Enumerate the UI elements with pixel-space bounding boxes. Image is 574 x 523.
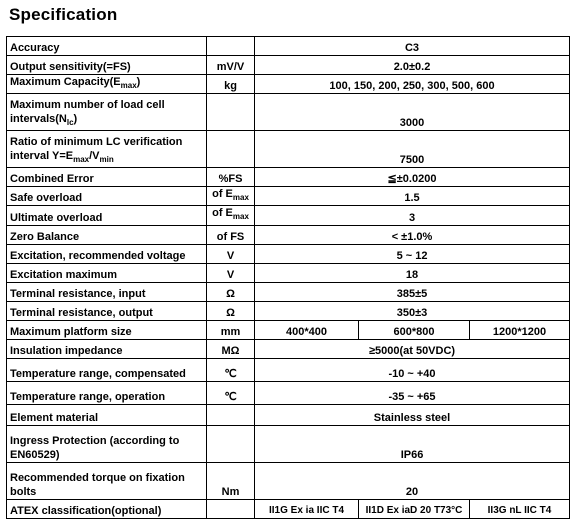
table-row-element-material — [7, 404, 570, 425]
value-cell: -10 ~ +40 — [255, 358, 570, 381]
table-row-combined-error — [7, 168, 570, 187]
param-label: Ratio of minimum LC verification interval $Y=E_{max}/V_{min}$ — [7, 131, 207, 168]
unit-cell — [207, 37, 255, 56]
unit-cell: V — [207, 244, 255, 263]
unit-cell: ℃ — [207, 381, 255, 404]
param-label: Output sensitivity(=FS) — [7, 56, 207, 75]
unit-cell: Nm — [207, 462, 255, 499]
unit-cell: V — [207, 263, 255, 282]
unit-cell: of $E_{max}$ — [207, 187, 255, 206]
value-cell: 400*400 — [255, 320, 359, 339]
value-cell: C3 — [255, 37, 570, 56]
table-row-temp-compensated — [7, 358, 570, 381]
value-cell: II1D Ex iaD 20 T73°C — [359, 499, 470, 518]
table-row-temp-operation — [7, 381, 570, 404]
page-title: Specification — [9, 5, 118, 24]
value-cell: 385±5 — [255, 282, 570, 301]
table-row-insulation — [7, 339, 570, 358]
unit-cell — [207, 404, 255, 425]
table-row-atex — [7, 499, 570, 518]
param-label: Maximum number of load cell $intervals(N_{lc})$ — [7, 94, 207, 131]
value-cell: 2.0±0.2 — [255, 56, 570, 75]
param-label: Element material — [7, 404, 207, 425]
param-label: Maximum $Capacity(E_{max})$ — [7, 75, 207, 94]
param-label: Excitation maximum — [7, 263, 207, 282]
param-label: Temperature range, operation — [7, 381, 207, 404]
table-row-torque — [7, 462, 570, 499]
unit-cell: Ω — [207, 282, 255, 301]
unit-cell: of FS — [207, 225, 255, 244]
value-cell: II1G Ex ia IIC T4 — [255, 499, 359, 518]
param-label: Insulation impedance — [7, 339, 207, 358]
table-row-max-intervals — [7, 94, 570, 131]
table-row-terminal-output — [7, 301, 570, 320]
table-row-max-capacity — [7, 75, 570, 94]
param-label: Accuracy — [7, 37, 207, 56]
unit-cell: mm — [207, 320, 255, 339]
unit-cell: kg — [207, 75, 255, 94]
param-label: Safe overload — [7, 187, 207, 206]
table-row-excitation-max — [7, 263, 570, 282]
unit-cell: Ω — [207, 301, 255, 320]
value-cell: II3G nL IIC T4 — [470, 499, 570, 518]
table-row-terminal-input — [7, 282, 570, 301]
param-label: Zero Balance — [7, 225, 207, 244]
param-label: Excitation, recommended voltage — [7, 244, 207, 263]
unit-cell — [207, 94, 255, 131]
table-row-ultimate-overload — [7, 206, 570, 225]
unit-cell: ℃ — [207, 358, 255, 381]
value-cell: ≦±0.0200 — [255, 168, 570, 187]
value-cell: 350±3 — [255, 301, 570, 320]
table-row-excitation-recommended — [7, 244, 570, 263]
value-cell: 7500 — [255, 131, 570, 168]
param-label: Maximum platform size — [7, 320, 207, 339]
table-row-ratio-min — [7, 131, 570, 168]
unit-cell: mV/V — [207, 56, 255, 75]
value-cell: 600*800 — [359, 320, 470, 339]
value-cell: 20 — [255, 462, 570, 499]
table-row-ingress — [7, 425, 570, 462]
param-label: Recommended torque on fixation bolts — [7, 462, 207, 499]
value-cell: 3000 — [255, 94, 570, 131]
param-label: Combined Error — [7, 168, 207, 187]
value-cell: < ±1.0% — [255, 225, 570, 244]
value-cell: 3 — [255, 206, 570, 225]
specification-table — [6, 36, 570, 519]
table-row-accuracy — [7, 37, 570, 56]
value-cell: 5 ~ 12 — [255, 244, 570, 263]
param-label: Ingress Protection (according to EN60529) — [7, 425, 207, 462]
param-label: Ultimate overload — [7, 206, 207, 225]
table-row-platform-size — [7, 320, 570, 339]
param-label: Terminal resistance, output — [7, 301, 207, 320]
table-row-zero-balance — [7, 225, 570, 244]
value-cell: ≥5000(at 50VDC) — [255, 339, 570, 358]
value-cell: 1.5 — [255, 187, 570, 206]
unit-cell — [207, 425, 255, 462]
value-cell: Stainless steel — [255, 404, 570, 425]
param-label: Temperature range, compensated — [7, 358, 207, 381]
unit-cell: MΩ — [207, 339, 255, 358]
unit-cell: of $E_{max}$ — [207, 206, 255, 225]
unit-cell — [207, 131, 255, 168]
table-row-output-sensitivity — [7, 56, 570, 75]
value-cell: IP66 — [255, 425, 570, 462]
value-cell: -35 ~ +65 — [255, 381, 570, 404]
table-row-safe-overload — [7, 187, 570, 206]
value-cell: 1200*1200 — [470, 320, 570, 339]
param-label: ATEX classification(optional) — [7, 499, 207, 518]
value-cell: 18 — [255, 263, 570, 282]
unit-cell: %FS — [207, 168, 255, 187]
value-cell: 100, 150, 200, 250, 300, 500, 600 — [255, 75, 570, 94]
param-label: Terminal resistance, input — [7, 282, 207, 301]
unit-cell — [207, 499, 255, 518]
